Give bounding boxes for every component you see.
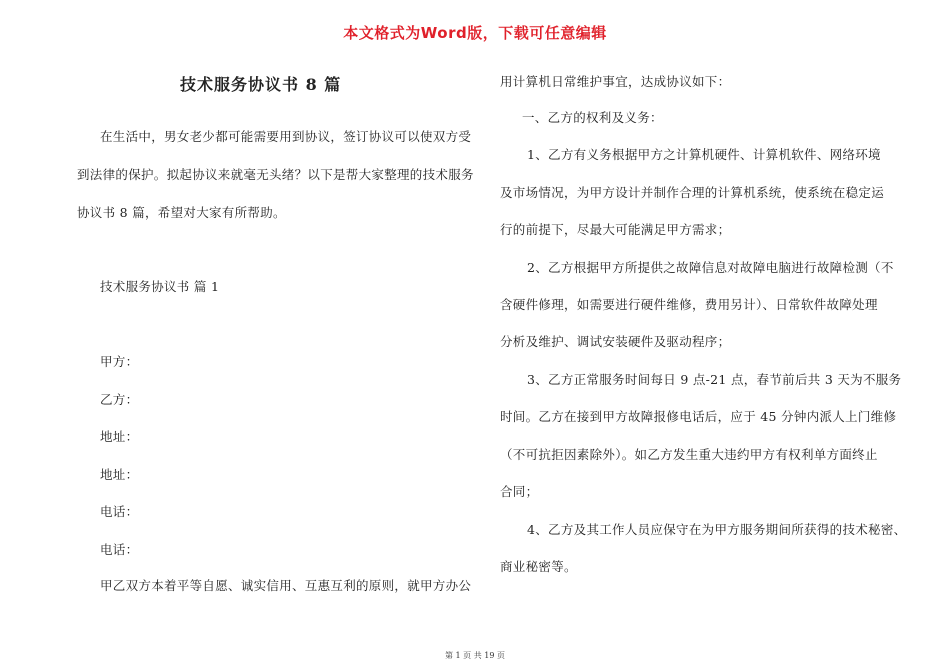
intro-line-2: 到法律的保护。拟起协议来就毫无头绪？以下是帮大家整理的技术服务 [77, 167, 474, 182]
right-line-13: 4、乙方及其工作人员应保守在为甲方服务期间所获得的技术秘密、 [527, 522, 907, 537]
section-title: 技术服务协议书 篇 1 [100, 279, 220, 294]
right-line-8: 分析及维护、调试安装硬件及驱动程序； [500, 334, 731, 349]
page-footer: 第 1 页 共 19 页 [445, 651, 505, 660]
right-line-1: 用计算机日常维护事宜，达成协议如下： [500, 74, 731, 89]
field-phone-1: 电话： [100, 504, 139, 519]
document-title: 技术服务协议书 8 篇 [180, 75, 342, 94]
field-party-a: 甲方： [100, 354, 139, 369]
field-party-b: 乙方： [100, 392, 139, 407]
right-line-9: 3、乙方正常服务时间每日 9 点-21 点，春节前后共 3 天为不服务 [527, 372, 902, 387]
right-line-5: 行的前提下，尽最大可能满足甲方需求； [500, 222, 731, 237]
right-line-10: 时间。乙方在接到甲方故障报修电话后，应于 45 分钟内派人上门维修 [500, 409, 897, 424]
right-line-14: 商业秘密等。 [500, 559, 577, 574]
right-line-11: （不可抗拒因素除外）。如乙方发生重大违约甲方有权利单方面终止 [500, 447, 878, 462]
document-banner: 本文格式为Word版，下载可任意编辑 [343, 24, 607, 42]
intro-line-3: 协议书 8 篇，希望对大家有所帮助。 [77, 205, 286, 220]
agreement-line: 甲乙双方本着平等自愿、诚实信用、互惠互利的原则，就甲方办公 [100, 578, 472, 593]
right-line-3: 1、乙方有义务根据甲方之计算机硬件、计算机软件、网络环境 [527, 147, 881, 162]
right-line-4: 及市场情况，为甲方设计并制作合理的计算机系统，使系统在稳定运 [500, 185, 885, 200]
field-phone-2: 电话： [100, 542, 139, 557]
right-line-12: 合同； [500, 484, 539, 499]
intro-line-1: 在生活中，男女老少都可能需要用到协议，签订协议可以使双方受 [100, 129, 472, 144]
field-address-1: 地址： [100, 429, 139, 444]
right-line-7: 含硬件修理，如需要进行硬件维修，费用另计）、日常软件故障处理 [500, 297, 878, 312]
field-address-2: 地址： [100, 467, 139, 482]
right-line-6: 2、乙方根据甲方所提供之故障信息对故障电脑进行故障检测（不 [527, 260, 894, 275]
right-line-2: 一、乙方的权利及义务： [522, 110, 663, 125]
